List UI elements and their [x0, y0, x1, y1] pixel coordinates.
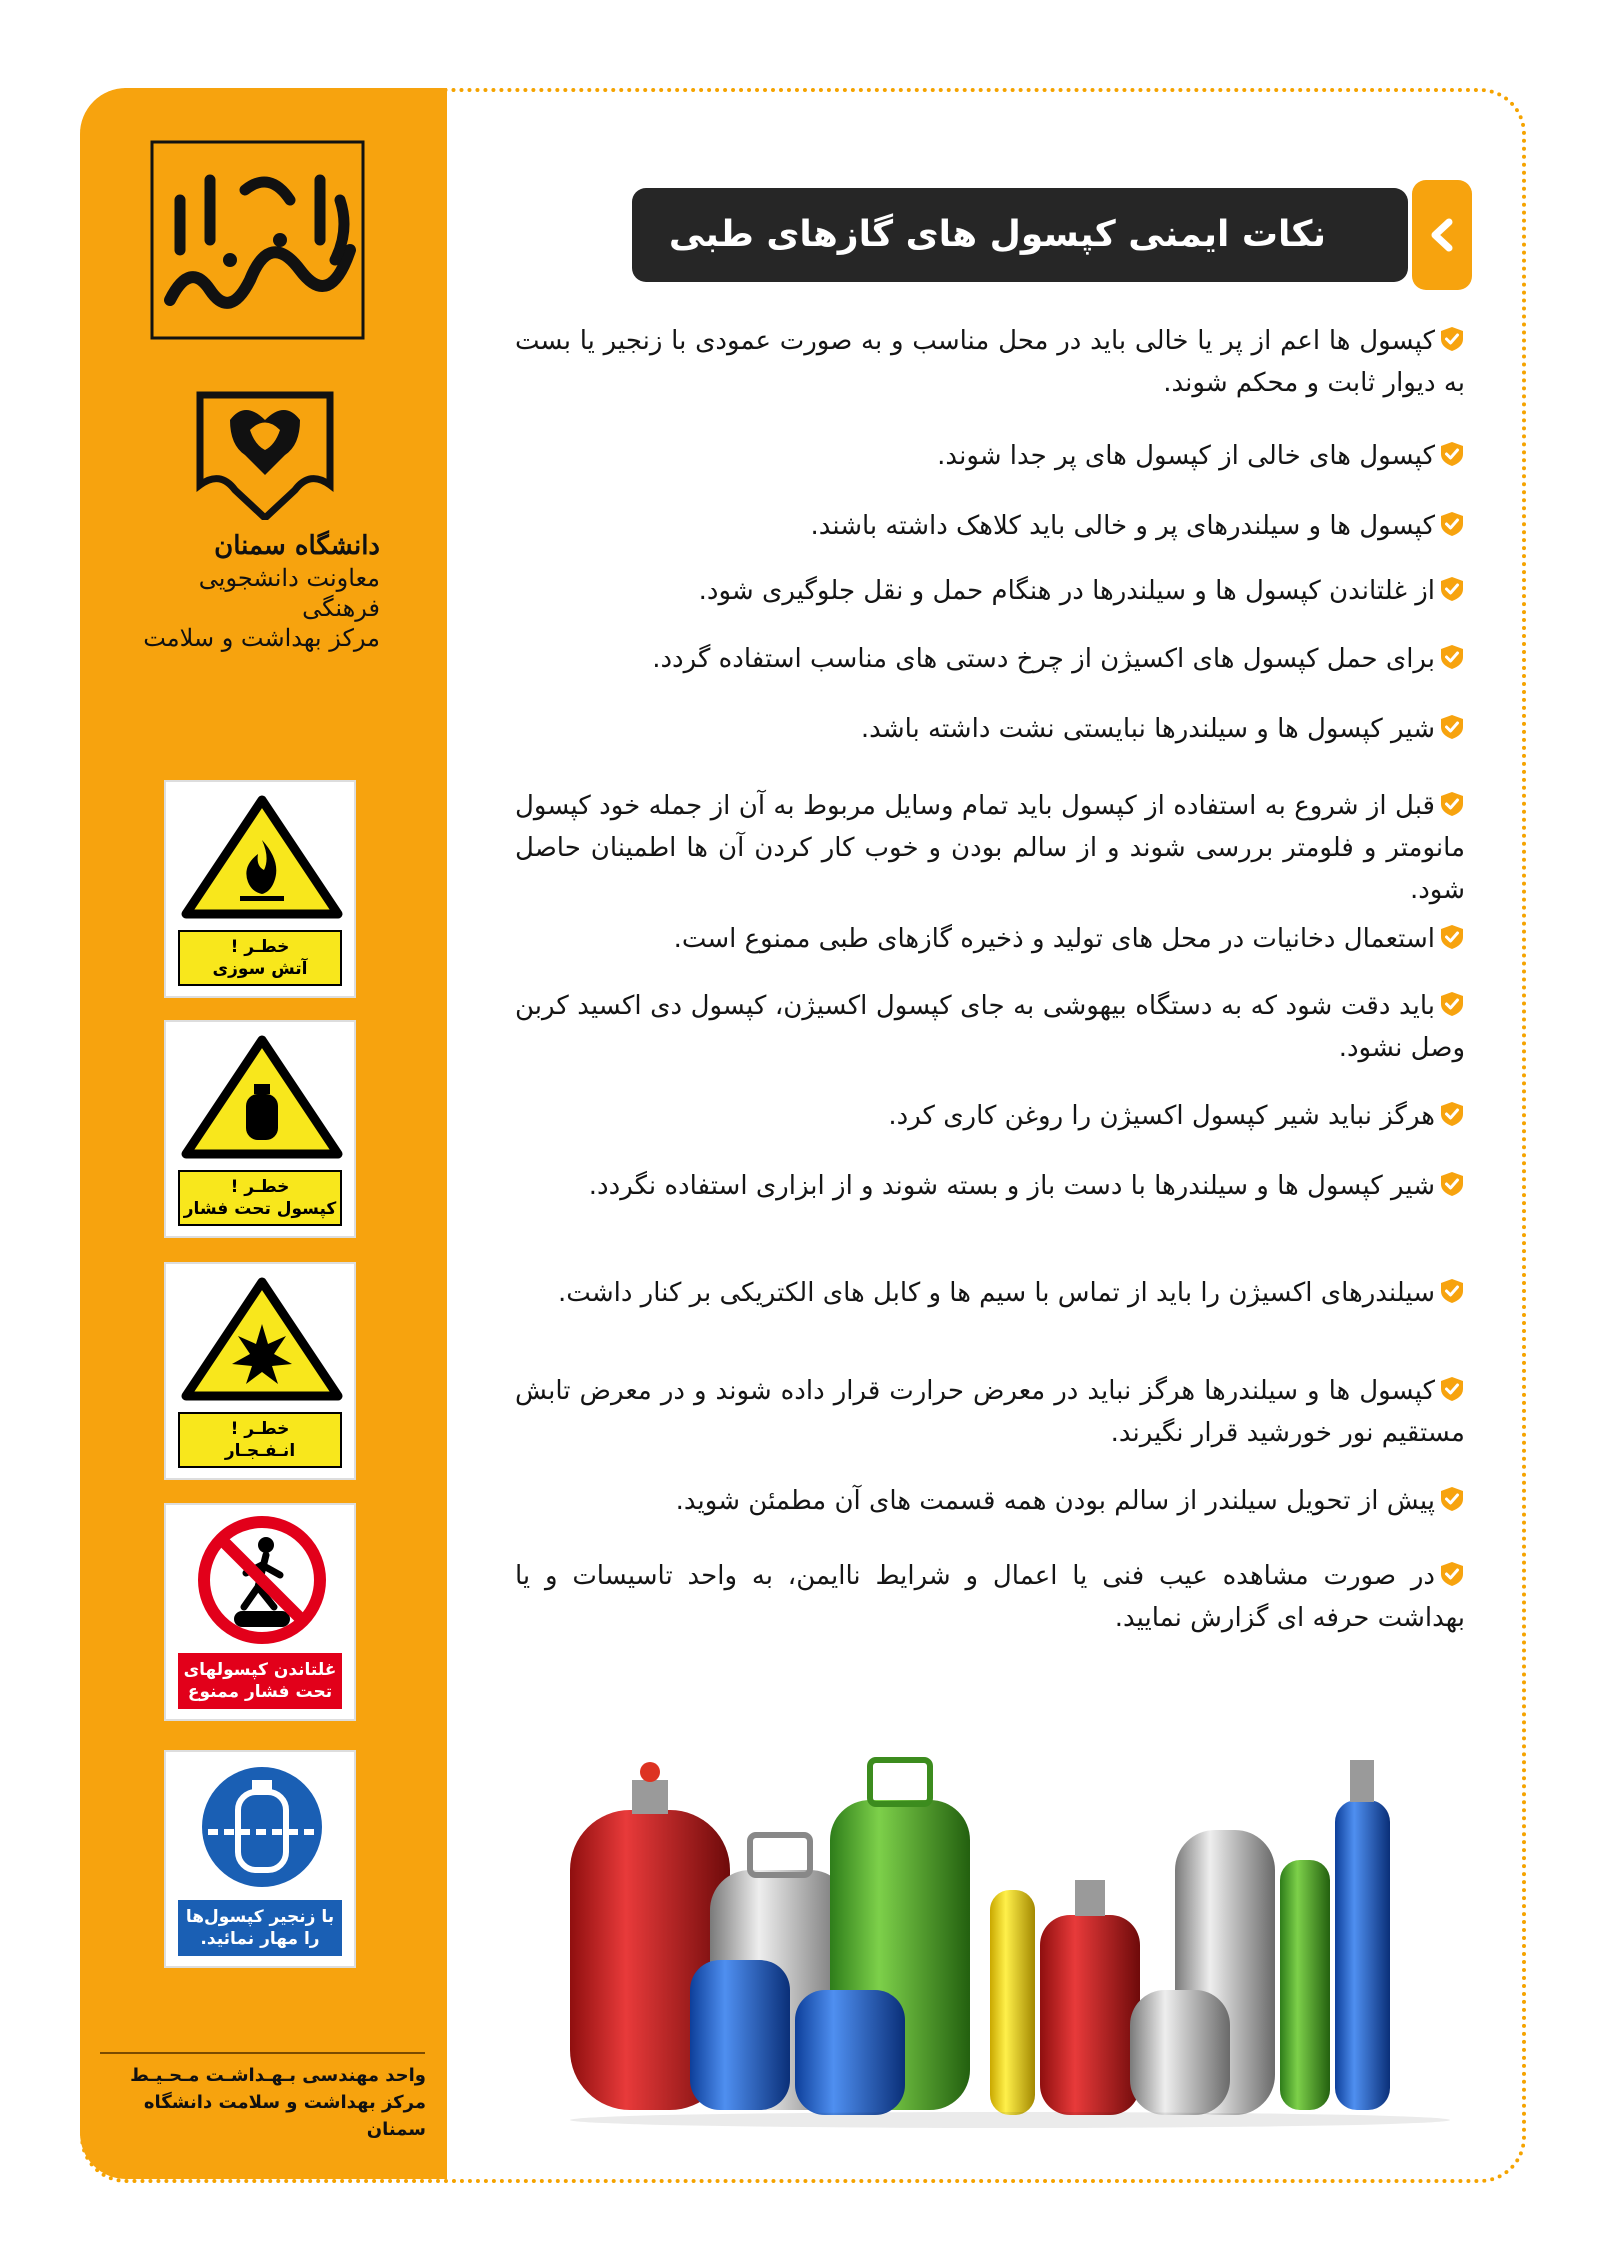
shield-check-icon	[1439, 574, 1465, 602]
safety-tip-item	[515, 985, 1465, 1069]
shield-check-icon	[1439, 1484, 1465, 1512]
safety-tip-item	[515, 320, 1465, 404]
shield-check-icon	[1439, 1276, 1465, 1304]
safety-tip-text: از غلتاندن کپسول ها و سیلندرها در هنگام حمل و نقل جلوگیری شود.	[698, 576, 1435, 606]
shield-check-icon	[1439, 1169, 1465, 1197]
safety-tip-text: برای حمل کپسول های اکسیژن از چرخ دستی های مناسب استفاده گردد.	[652, 644, 1435, 674]
shield-check-icon	[1439, 712, 1465, 740]
safety-tip-text: کپسول های خالی از کپسول های پر جدا شوند.	[937, 441, 1435, 471]
sign-caption-line: غلتاندن کپسولهای	[183, 1660, 337, 1680]
flammable-icon	[178, 792, 346, 922]
safety-tip-text: هرگز نباید شیر کپسول اکسیژن را روغن کاری کرد.	[888, 1101, 1435, 1131]
safety-tip-text: قبل از شروع به استفاده از کپسول باید تمام وسایل مربوط به آن از جمله خود کپسول مانومتر و فلومتر بررسی شوند و از سالم بودن و خوب کار کردن آن ها اطمینان حاصل شود.	[515, 791, 1465, 905]
sign-caption-line: خطـر !	[230, 1177, 290, 1197]
fire-hazard-sign	[164, 780, 356, 998]
page-title: نکات ایمنی کپسول های گازهای طبی	[668, 214, 1326, 255]
shield-check-icon	[1439, 324, 1465, 352]
safety-tip-text: کپسول ها و سیلندرهای پر و خالی باید کلاهک داشته باشند.	[810, 511, 1435, 541]
pressurized-cylinder-sign	[164, 1020, 356, 1238]
sign-caption-line: کپسول تحت فشار	[183, 1199, 337, 1220]
safety-tip-item	[515, 1555, 1465, 1639]
chain-cylinders-sign	[164, 1750, 356, 1968]
shield-check-icon	[1439, 1099, 1465, 1127]
safety-tip-item	[515, 1165, 1465, 1207]
safety-tip-text: استعمال دخانیات در محل های تولید و ذخیره گازهای طبی ممنوع است.	[673, 924, 1435, 954]
title-accent	[1412, 180, 1472, 290]
shield-check-icon	[1439, 989, 1465, 1017]
footer-divider	[100, 2052, 425, 2054]
safety-tip-item	[515, 505, 1465, 547]
safety-tip-item	[515, 638, 1465, 680]
shield-check-icon	[1439, 439, 1465, 467]
no-rolling-cylinders-sign	[164, 1503, 356, 1721]
sign-caption-line: انـفـجـار	[224, 1441, 296, 1462]
safety-tip-item	[515, 918, 1465, 960]
shield-check-icon	[1439, 1559, 1465, 1587]
footer	[96, 2062, 426, 2143]
safety-tip-text: شیر کپسول ها و سیلندرها با دست باز و بسته شوند و از ابزاری استفاده نگردد.	[588, 1171, 1435, 1201]
safety-tip-item	[515, 435, 1465, 477]
sign-caption-line: آتش سوزی	[212, 959, 308, 980]
safety-tip-item	[515, 1272, 1465, 1314]
sign-caption-line: را مهار نمائید.	[200, 1929, 320, 1950]
safety-tip-item	[515, 1095, 1465, 1137]
footer-line-2: مرکز بهداشت و سلامت دانشگاه سمنان	[143, 2092, 426, 2140]
safety-tip-text: کپسول ها اعم از پر یا خالی باید در محل مناسب و به صورت عمودی با زنجیر یا بست به دیوار ثابت و محکم شوند.	[515, 326, 1465, 398]
explosion-hazard-sign	[164, 1262, 356, 1480]
sign-caption-line: تحت فشار ممنوع	[187, 1682, 333, 1703]
shield-check-icon	[1439, 642, 1465, 670]
safety-tip-item	[515, 570, 1465, 612]
university-text	[130, 530, 380, 653]
shield-check-icon	[1439, 1374, 1465, 1402]
no-rolling-icon	[178, 1515, 346, 1645]
safety-tip-item	[515, 708, 1465, 750]
gas-cylinder-icon	[178, 1032, 346, 1162]
center-name: مرکز بهداشت و سلامت	[143, 623, 380, 652]
chain-cylinder-icon	[178, 1762, 346, 1892]
safety-tip-text: کپسول ها و سیلندرها هرگز نباید در معرض حرارت قرار داده شوند و در معرض تابش مستقیم نور خورشید قرار نگیرند.	[515, 1376, 1465, 1448]
safety-tip-item	[515, 1370, 1465, 1454]
sign-caption-line: خطـر !	[230, 1419, 290, 1439]
safety-tip-text: باید دقت شود که به دستگاه بیهوشی به جای کپسول اکسیژن، کپسول دی اکسید کربن وصل نشود.	[515, 991, 1465, 1063]
gas-cylinders-illustration	[560, 1740, 1460, 2130]
explosion-icon	[178, 1274, 346, 1404]
chevron-left-icon	[1427, 218, 1457, 252]
safety-tip-text: در صورت مشاهده عیب فنی یا اعمال و شرایط ناایمن، به واحد تاسیسات و یا بهداشت حرفه ای گزارش نمایید.	[515, 1561, 1465, 1633]
shield-check-icon	[1439, 509, 1465, 537]
footer-line-1: واحد مهندسی بـهـداشـت مـحـیـط	[130, 2065, 426, 2086]
university-name: دانشگاه سمنان	[214, 531, 380, 561]
safety-tip-text: پیش از تحویل سیلندر از سالم بودن همه قسمت های آن مطمئن شوید.	[675, 1486, 1435, 1516]
semnan-university-logo	[190, 390, 340, 520]
title-bar	[632, 188, 1408, 282]
student-affairs-logo	[150, 140, 365, 340]
department-name: معاونت دانشجویی فرهنگی	[198, 563, 380, 622]
sign-caption-line: با زنجیر کپسول‌ها	[185, 1907, 335, 1927]
safety-tip-text: سیلندرهای اکسیژن را باید از تماس با سیم ها و کابل های الکتریکی بر کنار داشت.	[558, 1278, 1435, 1308]
safety-tip-text: شیر کپسول ها و سیلندرها نبایستی نشت داشته باشد.	[860, 714, 1435, 744]
sign-caption-line: خطـر !	[230, 937, 290, 957]
shield-check-icon	[1439, 922, 1465, 950]
safety-tip-item	[515, 1480, 1465, 1522]
shield-check-icon	[1439, 789, 1465, 817]
safety-tip-item	[515, 785, 1465, 911]
